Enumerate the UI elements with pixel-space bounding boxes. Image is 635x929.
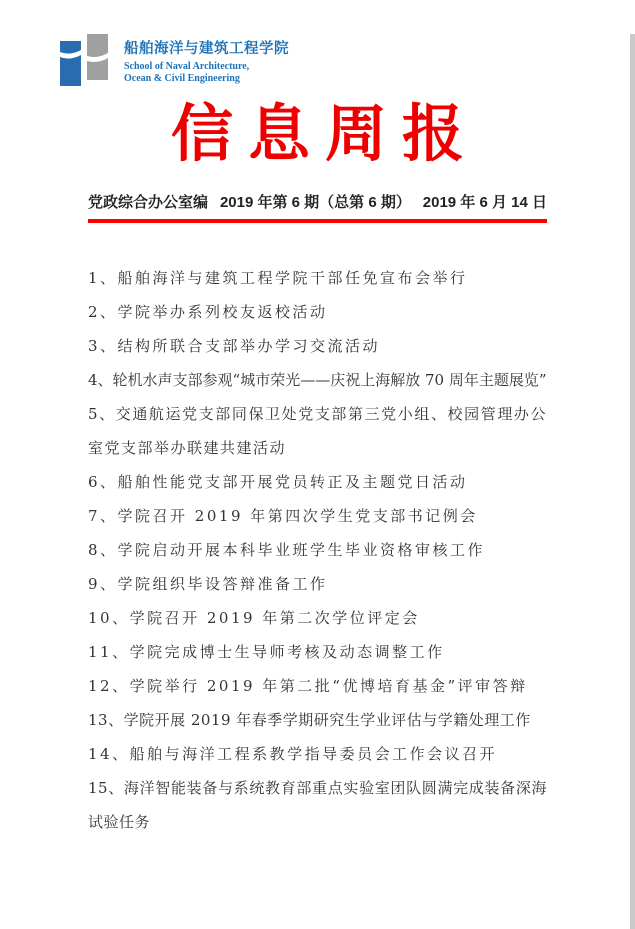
toc-item-11: 11、学院完成博士生导师考核及动态调整工作 (88, 643, 445, 661)
school-logo (60, 34, 635, 88)
toc-item-12: 12、学院举行 2019 年第二批“优博培育基金”评审答辩 (88, 677, 528, 695)
toc-item-7: 7、学院召开 2019 年第四次学生党支部书记例会 (88, 507, 478, 525)
masthead-editor: 党政综合办公室编 (88, 194, 209, 211)
toc-item-6: 6、船舶性能党支部开展党员转正及主题党日活动 (88, 473, 468, 491)
toc-list (88, 261, 547, 839)
toc-item-1: 1、船舶海洋与建筑工程学院干部任免宣布会举行 (88, 269, 468, 287)
newsletter-title: 信息周报 (170, 97, 479, 170)
toc-item-14: 14、船舶与海洋工程系教学指导委员会工作会议召开 (88, 745, 498, 763)
toc-item-4: 4、轮机水声支部参观“城市荣光——庆祝上海解放 70 周年主题展览” (88, 371, 547, 389)
school-name-en-line2: Ocean & Civil Engineering (124, 72, 240, 84)
toc-item-9: 9、学院组织毕设答辩准备工作 (88, 575, 328, 593)
toc-item-2: 2、学院举办系列校友返校活动 (88, 303, 328, 321)
school-logo-text (124, 34, 289, 84)
toc-item-5: 5、交通航运党支部同保卫处党支部第三党小组、校园管理办公室党支部举办联建共建活动 (88, 405, 547, 457)
toc-item-8: 8、学院启动开展本科毕业班学生毕业资格审核工作 (88, 541, 486, 559)
toc-item-13: 13、学院开展 2019 年春季学期研究生学业评估与学籍处理工作 (88, 711, 531, 729)
school-name-en-line1: School of Naval Architecture, (124, 61, 250, 72)
masthead-date: 2019 年 6 月 14 日 (422, 194, 547, 211)
toc-item-3: 3、结构所联合支部举办学习交流活动 (88, 337, 381, 355)
school-name-cn: 船舶海洋与建筑工程学院 (124, 41, 289, 57)
page-right-edge (630, 34, 635, 929)
toc-item-15: 15、海洋智能装备与系统教育部重点实验室团队圆满完成装备深海试验任务 (88, 779, 547, 831)
newsletter-page (0, 34, 635, 929)
masthead-issue: 2019 年第 6 期（总第 6 期） (219, 194, 411, 211)
school-logo-icon (60, 34, 112, 86)
masthead (88, 194, 547, 223)
toc-item-10: 10、学院召开 2019 年第二次学位评定会 (88, 609, 420, 627)
